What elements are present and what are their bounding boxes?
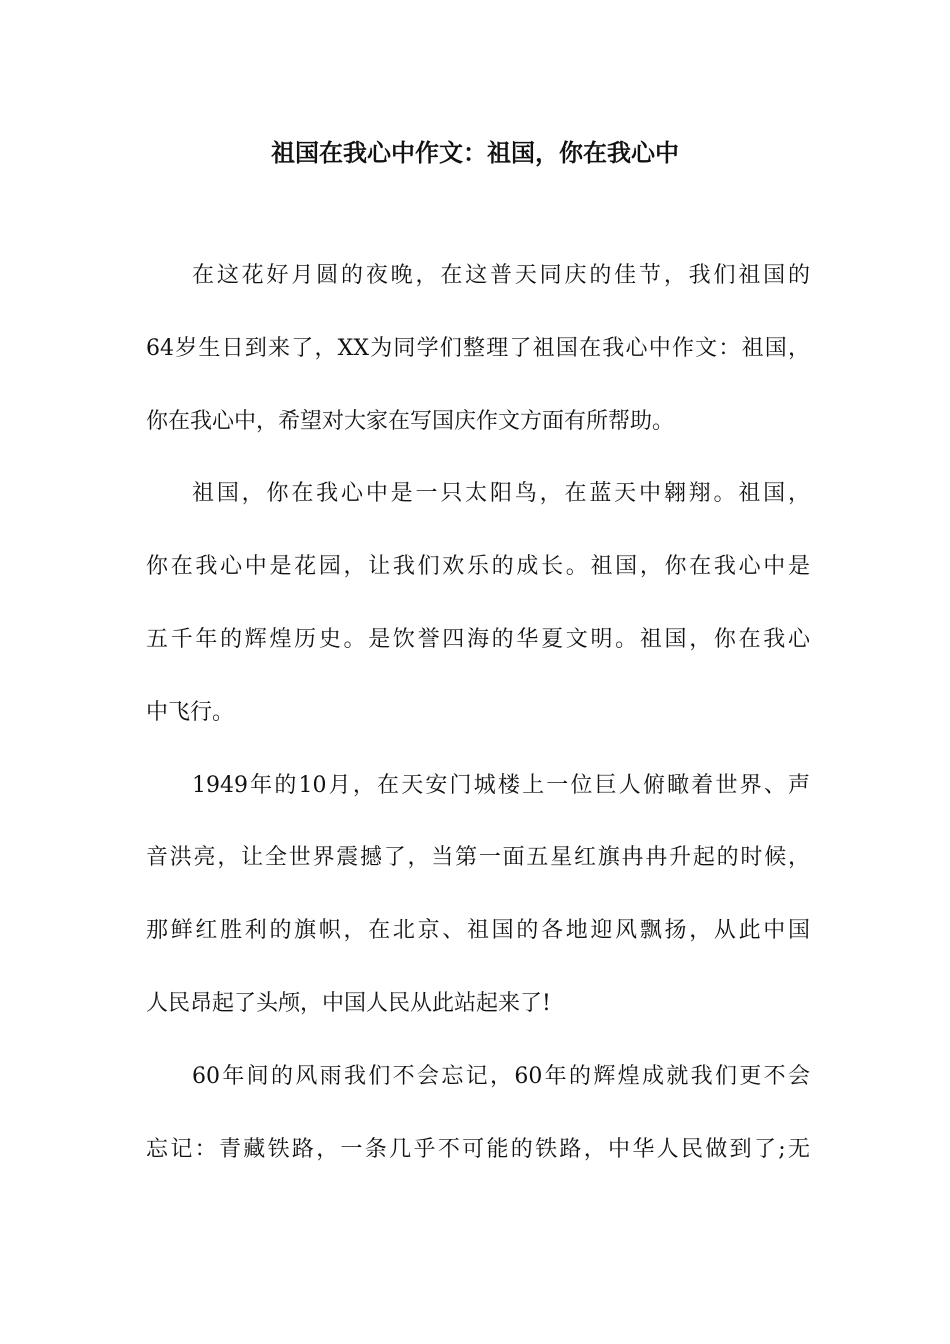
paragraph-2-line-4: 中飞行。 (146, 699, 235, 725)
paragraph-4-line-2: 忘记：青藏铁路，一条几乎不可能的铁路，中华人民做到了;无 (146, 1136, 810, 1162)
paragraph-3-line-1: 1949年的10月，在天安门城楼上一位巨人俯瞰着世界、声 (192, 772, 810, 798)
paragraph-1-line-1: 在这花好月圆的夜晚，在这普天同庆的佳节，我们祖国的 (192, 263, 810, 288)
paragraph-2-line-2: 你在我心中是花园，让我们欢乐的成长。祖国，你在我心中是 (146, 554, 810, 580)
document-body (146, 253, 810, 1199)
paragraph-2-line-1: 祖国，你在我心中是一只太阳鸟，在蓝天中翱翔。祖国， (192, 481, 810, 507)
document-title: 祖国在我心中作文：祖国，你在我心中 (271, 138, 679, 167)
paragraph-2-line-3: 五千年的辉煌历史。是饮誉四海的华夏文明。祖国，你在我心 (146, 626, 810, 652)
paragraph-3-line-3: 那鲜红胜利的旗帜，在北京、祖国的各地迎风飘扬，从此中国 (146, 918, 810, 944)
paragraph-4-line-1: 60年间的风雨我们不会忘记，60年的辉煌成就我们更不会 (192, 1063, 810, 1089)
paragraph-3-line-4: 人民昂起了头颅，中国人民从此站起来了! (146, 990, 551, 1016)
paragraph-1-line-2: 64岁生日到来了，XX为同学们整理了祖国在我心中作文：祖国， (146, 335, 810, 361)
paragraph-1-line-3: 你在我心中，希望对大家在写国庆作文方面有所帮助。 (146, 408, 675, 434)
paragraph-3-line-2: 音洪亮，让全世界震撼了，当第一面五星红旗冉冉升起的时候， (146, 845, 810, 871)
